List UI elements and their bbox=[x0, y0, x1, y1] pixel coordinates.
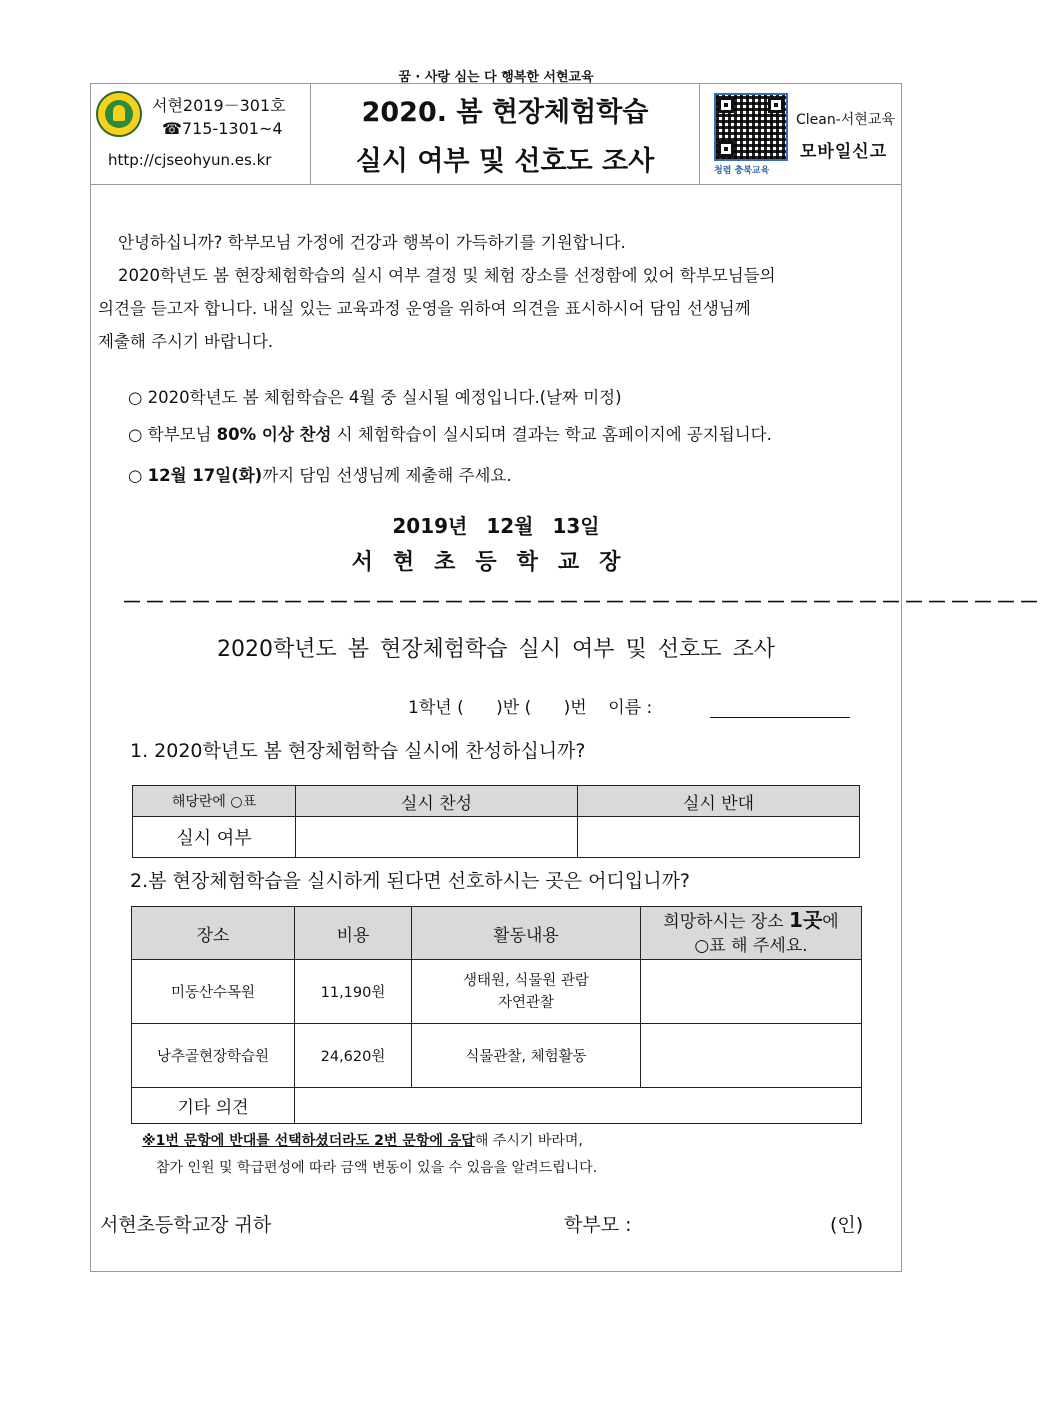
letterhead bbox=[90, 83, 902, 185]
qr-code-icon[interactable] bbox=[714, 93, 788, 161]
document-title bbox=[311, 83, 700, 184]
recipient: 서현초등학교장 귀하 bbox=[100, 1214, 272, 1236]
bullet-approval: ○ 학부모님 80% 이상 찬성 시 체험학습이 실시되며 결과는 학교 홈페이지에 공지됩니다. bbox=[128, 425, 772, 444]
principal-signature: 서현초등학교장 bbox=[351, 550, 641, 575]
approval-table bbox=[132, 785, 860, 858]
phone-number: ☎715-1301~4 bbox=[162, 119, 283, 138]
school-motto: 꿈 · 사랑 심는 다 행복한 서현교육 bbox=[398, 70, 594, 85]
note-1: ※1번 문항에 반대를 선택하셨더라도 2번 문항에 응답해 주시기 바라며, bbox=[142, 1133, 583, 1149]
table-row bbox=[132, 960, 862, 1024]
document-number: 서현2019－301호 bbox=[152, 96, 286, 115]
other-opinion-cell[interactable] bbox=[295, 1088, 862, 1124]
preference-table bbox=[131, 906, 862, 1124]
school-info bbox=[90, 83, 311, 184]
report-box bbox=[700, 83, 902, 184]
note-2: 참가 인원 및 학급편성에 따라 금액 변동이 있을 수 있음을 알려드립니다. bbox=[156, 1160, 598, 1176]
place-cell: 낭추골현장학습원 bbox=[132, 1024, 295, 1088]
row-label: 실시 여부 bbox=[133, 817, 296, 858]
wish-cell[interactable] bbox=[641, 960, 862, 1024]
cost-cell: 11,190원 bbox=[295, 960, 412, 1024]
title-line-2: 실시 여부 및 선호도 조사 bbox=[355, 145, 655, 177]
issue-date: 2019년 12월 13일 bbox=[392, 514, 600, 538]
bullet-schedule: ○ 2020학년도 봄 체험학습은 4월 중 실시될 예정입니다.(날짜 미정) bbox=[128, 388, 622, 407]
greeting: 안녕하십니까? 학부모님 가정에 건강과 행복이 가득하기를 기원합니다. bbox=[118, 233, 626, 252]
clean-label: Clean-서현교육 bbox=[796, 112, 895, 128]
col-approve: 실시 찬성 bbox=[296, 786, 578, 817]
bullet-deadline: ○ 12월 17일(화)까지 담임 선생님께 제출해 주세요. bbox=[128, 466, 512, 485]
school-logo-icon bbox=[96, 91, 142, 137]
other-label: 기타 의견 bbox=[132, 1088, 295, 1124]
qr-caption: 청렴 충북교육 bbox=[714, 166, 770, 176]
cut-line: －－－－－－－－－－－－－－－－－－－－－－－－－－－－－－－－－－－－－－－－ bbox=[122, 590, 1042, 614]
col-cost: 비용 bbox=[295, 907, 412, 960]
col-oppose: 실시 반대 bbox=[578, 786, 860, 817]
seal-mark: (인) bbox=[830, 1214, 864, 1236]
approve-cell[interactable] bbox=[296, 817, 578, 858]
mobile-report-label: 모바일신고 bbox=[800, 142, 888, 162]
question-1: 1. 2020학년도 봄 현장체험학습 실시에 찬성하십니까? bbox=[130, 740, 586, 762]
col-place: 장소 bbox=[132, 907, 295, 960]
col-wish: 희망하시는 장소 1곳에 ○표 해 주세요. bbox=[641, 907, 862, 960]
table-row bbox=[132, 1088, 862, 1124]
title-line-1: 2020. 봄 현장체험학습 bbox=[361, 96, 649, 128]
student-info-line: 1학년 ( )반 ( )번 이름 : bbox=[408, 698, 653, 718]
intro-line-1: 2020학년도 봄 현장체험학습의 실시 여부 결정 및 체험 장소를 선정함에 있어 학부모님들의 bbox=[118, 266, 776, 285]
name-field[interactable] bbox=[710, 717, 850, 718]
table-row bbox=[132, 1024, 862, 1088]
activity-cell: 생태원, 식물원 관람 자연관찰 bbox=[412, 960, 641, 1024]
school-url[interactable]: http://cjseohyun.es.kr bbox=[108, 151, 272, 169]
table-corner-label: 해당란에 ○표 bbox=[133, 786, 296, 817]
activity-cell: 식물관찰, 체험활동 bbox=[412, 1024, 641, 1088]
question-2: 2.봄 현장체험학습을 실시하게 된다면 선호하시는 곳은 어디입니까? bbox=[130, 870, 691, 892]
place-cell: 미동산수목원 bbox=[132, 960, 295, 1024]
col-activity: 활동내용 bbox=[412, 907, 641, 960]
parent-label: 학부모 : bbox=[564, 1214, 632, 1236]
intro-line-2: 의견을 듣고자 합니다. 내실 있는 교육과정 운영을 위하여 의견을 표시하시어 담임 선생님께 bbox=[98, 299, 751, 318]
cost-cell: 24,620원 bbox=[295, 1024, 412, 1088]
oppose-cell[interactable] bbox=[578, 817, 860, 858]
intro-line-3: 제출해 주시기 바랍니다. bbox=[98, 332, 274, 351]
survey-title: 2020학년도 봄 현장체험학습 실시 여부 및 선호도 조사 bbox=[217, 637, 775, 662]
wish-cell[interactable] bbox=[641, 1024, 862, 1088]
